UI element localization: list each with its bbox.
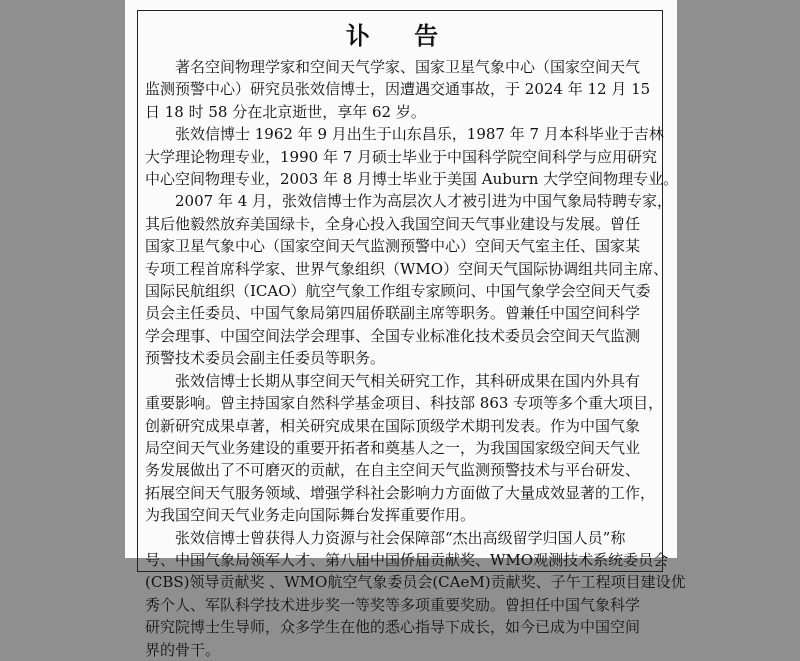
text-line: 学会理事、中国空间法学会理事、全国专业标准化技术委员会空间天气监测 bbox=[145, 326, 641, 345]
text-line: 监测预警中心）研究员张效信博士，因遭遇交通事故，于 2024 年 12 月 15 bbox=[145, 80, 651, 99]
text-line: 其后他毅然放弃美国绿卡，全身心投入我国空间天气事业建设与发展。曾任 bbox=[145, 214, 641, 233]
text-line: 拓展空间天气服务领域、增强学科社会影响力方面做了大量成效显著的工作， bbox=[145, 483, 656, 502]
text-line: 秀个人、军队科学技术进步奖一等奖等多项重要奖励。曾担任中国气象科学 bbox=[145, 595, 641, 614]
obituary-page bbox=[125, 0, 686, 659]
text-line: 重要影响。曾主持国家自然科学基金项目、科技部 863 专项等多个重大项目， bbox=[145, 394, 664, 413]
document-title: 讣 告 bbox=[345, 21, 457, 50]
text-line: 专项工程首席科学家、世界气象组织（WMO）空间天气国际协调组共同主席、 bbox=[145, 259, 669, 278]
text-line: 张效信博士曾获得人力资源与社会保障部“杰出高级留学归国人员”称 bbox=[175, 528, 626, 547]
text-line: 日 18 时 58 分在北京逝世，享年 62 岁。 bbox=[145, 102, 426, 121]
text-line: 国际民航组织（ICAO）航空气象工作组专家顾问、中国气象学会空间天气委 bbox=[145, 282, 651, 301]
text-line: 著名空间物理学家和空间天气学家、国家卫星气象中心（国家空间天气 bbox=[175, 58, 641, 76]
document-body bbox=[145, 56, 686, 661]
text-line: 为我国空间天气业务走向国际舞台发挥重要作用。 bbox=[145, 506, 476, 525]
paragraph bbox=[145, 190, 673, 369]
paragraph bbox=[145, 56, 651, 123]
text-line: 2007 年 4 月，张效信博士作为高层次人才被引进为中国气象局特聘专家， bbox=[175, 192, 673, 211]
text-line: 张效信博士长期从事空间天气相关研究工作，其科研成果在国内外具有 bbox=[175, 371, 641, 390]
text-line: 大学理论物理专业，1990 年 7 月硕士毕业于中国科学院空间科学与应用研究 bbox=[145, 147, 658, 166]
text-line: 预警技术委员会副主任委员等职务。 bbox=[145, 349, 386, 368]
text-line: 号、中国气象局领军人才、第八届中国侨届贡献奖、WMO观测技术系统委员会 bbox=[145, 550, 669, 569]
text-line: 张效信博士 1962 年 9 月出生于山东昌乐，1987 年 7 月本科毕业于吉林 bbox=[175, 125, 664, 144]
paragraph bbox=[145, 527, 686, 661]
text-line: 创新研究成果卓著，相关研究成果在国际顶级学术期刊发表。作为中国气象 bbox=[145, 416, 641, 435]
text-line: 国家卫星气象中心（国家空间天气监测预警中心）空间天气室主任、国家某 bbox=[145, 237, 641, 256]
text-line: (CBS)领导贡献奖 、WMO航空气象委员会(CAeM)贡献奖、子午工程项目建设优 bbox=[145, 573, 686, 592]
text-line: 员会主任委员、中国气象局第四届侨联副主席等职务。曾兼任中国空间科学 bbox=[145, 304, 641, 323]
text-line: 界的骨干。 bbox=[145, 640, 221, 659]
text-line: 务发展做出了不可磨灭的贡献，在自主空间天气监测预警技术与平台研发、 bbox=[145, 461, 641, 480]
paragraph bbox=[145, 123, 679, 190]
text-line: 中心空间物理专业，2003 年 8 月博士毕业于美国 Auburn 大学空间物理专业。 bbox=[145, 170, 679, 189]
paragraph bbox=[145, 370, 664, 527]
text-line: 研究院博士生导师，众多学生在他的悉心指导下成长，如今已成为中国空间 bbox=[145, 618, 641, 637]
text-line: 局空间天气业务建设的重要开拓者和奠基人之一，为我国国家级空间天气业 bbox=[145, 438, 641, 457]
